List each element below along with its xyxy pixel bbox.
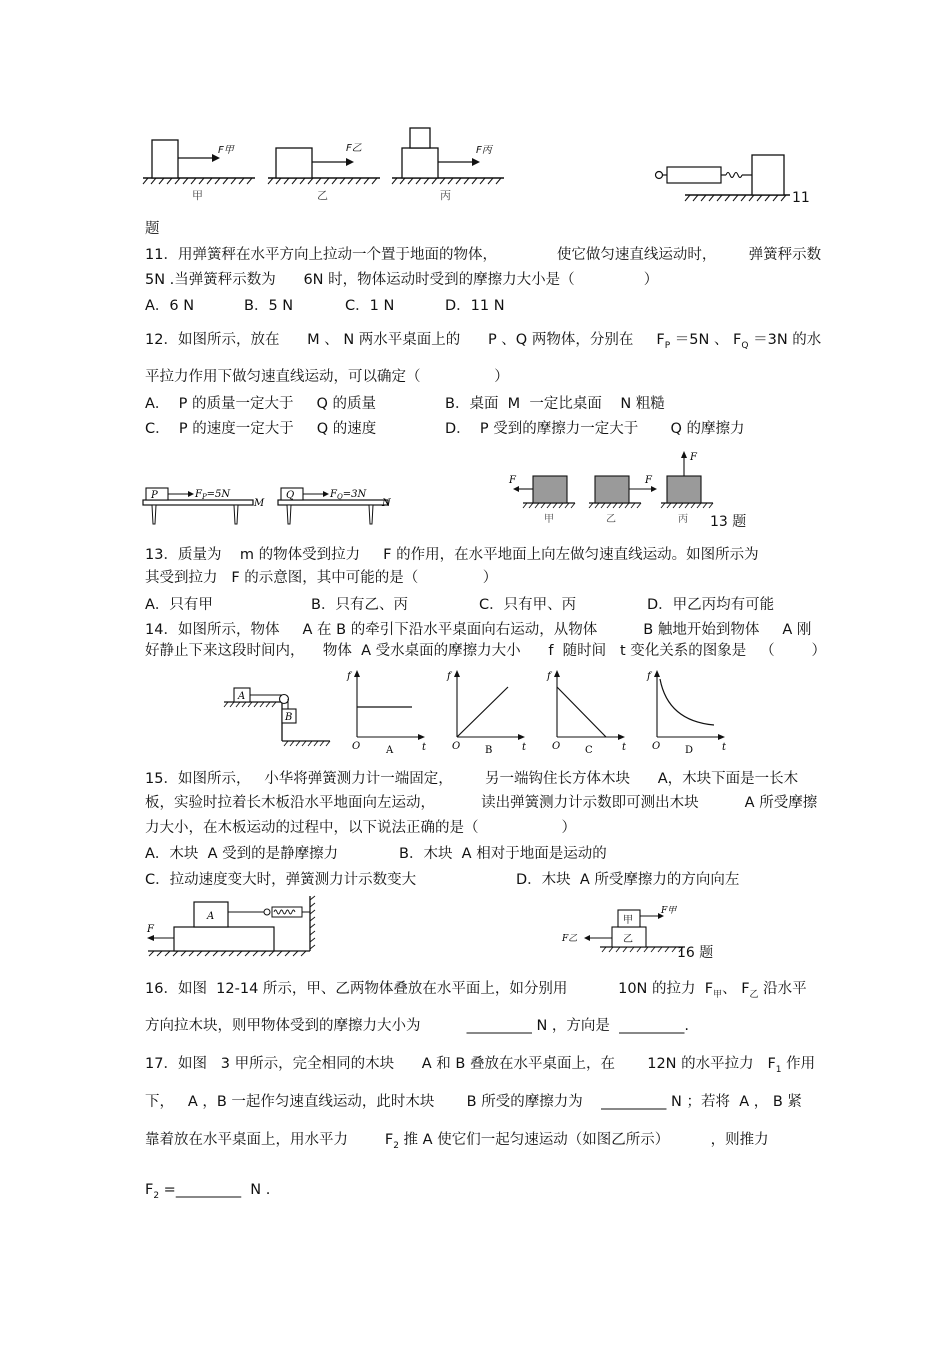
q12-line-1: 12．如图所示，放在 M 、 N 两水平桌面上的 P 、Q 两物体，分别在 $F_P =5N$ 、 $F_Q =3N$ 的水 (145, 332, 822, 351)
q16-figure-tag: 16 题 (677, 945, 714, 961)
q14-graph-b-o: O (452, 741, 461, 752)
label-q: Q (286, 490, 295, 501)
q11-option-d: D．11 N (445, 298, 505, 314)
q12-option-a: A． P 的质量一定大于 Q 的质量 (145, 396, 377, 412)
q14-graph-c-o: O (552, 741, 561, 752)
label-f-jia: F甲 (218, 145, 234, 156)
label-q15-a: A (207, 911, 215, 922)
q13-line-1: 13．质量为 m 的物体受到拉力 F 的作用，在水平地面上向左做匀速直线运动。如图所示为 (145, 547, 759, 563)
q17-line-3: 靠着放在水平桌面上，用水平力 $F_2$ 推 A 使它们一起匀速运动（如图乙所示） ，则推力 (145, 1132, 769, 1151)
label-fq: $F_Q=3N$ (330, 489, 367, 501)
q14-graph-b-t: t (522, 742, 527, 753)
label-q13-f1: F (509, 475, 516, 486)
q14-graph-d-t: t (722, 742, 727, 753)
q15-line-1: 15．如图所示， 小华将弹簧测力计一端固定， 另一端钩住长方体木块 A，木块下面是一长木 (145, 771, 799, 787)
label-q16-f-jia: F甲 (661, 906, 677, 916)
figure-q13-blocks (505, 448, 715, 530)
label-q16-jia: 甲 (623, 915, 633, 926)
q15-option-b: B．木块 A 相对于地面是运动的 (399, 846, 607, 862)
label-m: M (254, 498, 265, 509)
q14-graph-a-o: O (352, 741, 361, 752)
label-n: N (382, 498, 391, 509)
label-yi: 乙 (317, 189, 328, 202)
q14-graph-c-f: f (547, 671, 551, 682)
q15-line-2: 板，实验时拉着长木板沿水平地面向左运动， 读出弹簧测力计示数即可测出木块 A 所受摩擦 (145, 795, 818, 811)
q14-graph-a-t: t (422, 742, 427, 753)
q15-line-3: 力大小，在木板运动的过程中，以下说法正确的是（ ） (145, 820, 576, 836)
q13-figure-tag: 13 题 (710, 514, 747, 530)
label-q16-yi: 乙 (623, 934, 633, 945)
label-p: P (151, 490, 158, 501)
q14-graph-a-label: A (386, 745, 394, 756)
label-fp: $F_P=5N$ (195, 489, 231, 501)
q14-graph-b-label: B (485, 745, 493, 756)
q14-graph-c-label: C (585, 745, 593, 756)
q11-line-1: 11．用弹簧秤在水平方向上拉动一个置于地面的物体， 使它做匀速直线运动时， 弹簧秤示数 (145, 247, 822, 263)
q17-line-1: 17．如图 3 甲所示，完全相同的木块 A 和 B 叠放在水平桌面上，在 12N 的水平拉力 $F_1$ 作用 (145, 1056, 816, 1075)
label-q15-f: F (147, 924, 154, 935)
q14-graph-d-f: f (647, 671, 651, 682)
q12-option-c: C． P 的速度一定大于 Q 的速度 (145, 421, 377, 437)
q12-option-b: B．桌面 M 一定比桌面 N 粗糙 (445, 396, 665, 412)
label-bing: 丙 (440, 189, 451, 202)
label-q13-f3: F (690, 452, 697, 463)
q13-option-a: A．只有甲 (145, 597, 213, 613)
label-q14-a: A (238, 691, 246, 702)
q15-option-a: A．木块 A 受到的是静摩擦力 (145, 846, 339, 862)
q14-graph-d-label: D (685, 745, 694, 756)
q12-line-2: 平拉力作用下做匀速直线运动，可以确定（ ） (145, 369, 509, 385)
label-q13-f2: F (645, 475, 652, 486)
q13-option-c: C．只有甲、丙 (479, 597, 577, 613)
label-q13-jia: 甲 (544, 514, 554, 525)
label-q13-bing: 丙 (678, 514, 688, 525)
q13-option-b: B．只有乙、丙 (311, 597, 408, 613)
q11-figure-tag: 11 (792, 190, 810, 206)
q11-option-a: A．6 N (145, 298, 195, 314)
q13-option-d: D．甲乙丙均有可能 (647, 597, 775, 613)
label-f-bing: F丙 (476, 145, 492, 156)
q16-line-2: 方向拉木块，则甲物体受到的摩擦力大小为 _________ N ，方向是 _________. (145, 1018, 689, 1034)
figure-pull-blocks (140, 120, 510, 205)
label-q16-f-yi: F乙 (562, 934, 578, 944)
q13-line-2: 其受到拉力 F 的示意图，其中可能的是（ ） (145, 570, 498, 586)
label-f-yi: F乙 (346, 143, 362, 154)
q16-line-1: 16．如图 12-14 所示，甲、乙两物体叠放在水平面上，如分别用 10N 的拉力 $F_甲$、 $F_乙$ 沿水平 (145, 981, 807, 1000)
q14-graph-c-t: t (622, 742, 627, 753)
q12-option-d: D． P 受到的摩擦力一定大于 Q 的摩擦力 (445, 421, 745, 437)
figure-q15-board (140, 892, 325, 960)
q14-graph-a-f: f (347, 671, 351, 682)
q17-line-2: 下， A ，B 一起作匀速直线运动，此时木块 B 所受的摩擦力为 _________ N ；若将 A ， B 紧 (145, 1094, 802, 1110)
label-q14-b: B (285, 712, 293, 723)
figure-q14 (220, 665, 730, 760)
q14-line-1: 14．如图所示，物体 A 在 B 的牵引下沿水平桌面向右运动，从物体 B 触地开始到物体 A 刚 (145, 622, 812, 638)
q11-figure-tag-tail: 题 (145, 221, 160, 237)
label-jia: 甲 (192, 189, 203, 202)
q11-line-2: 5N .当弹簧秤示数为 6N 时，物体运动时受到的摩擦力大小是（ ） (145, 272, 659, 288)
q15-option-c: C．拉动速度变大时，弹簧测力计示数变大 (145, 872, 417, 888)
q14-line-2: 好静止下来这段时间内， 物体 A 受水桌面的摩擦力大小 f 随时间 t 变化关系的图象是 （ ） (145, 643, 826, 659)
figure-spring-scale (650, 150, 815, 210)
figure-tables-m-n (140, 478, 400, 528)
q14-graph-b-f: f (447, 671, 451, 682)
label-q13-yi: 乙 (606, 514, 616, 525)
q15-option-d: D．木块 A 所受摩擦力的方向向左 (516, 872, 740, 888)
q11-option-b: B．5 N (244, 298, 294, 314)
q17-line-4: $F_2$ =_________ N . (145, 1182, 271, 1201)
q14-graph-d-o: O (652, 741, 661, 752)
q11-option-c: C．1 N (345, 298, 395, 314)
